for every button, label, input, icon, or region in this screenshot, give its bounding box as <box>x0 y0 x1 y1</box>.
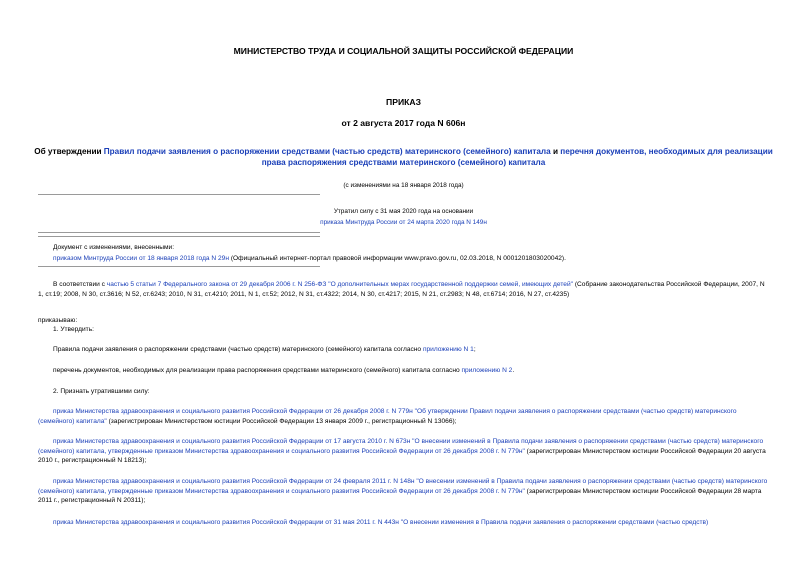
divider <box>38 236 320 237</box>
ministry-heading: МИНИСТЕРСТВО ТРУДА И СОЦИАЛЬНОЙ ЗАЩИТЫ РОССИЙСКОЙ ФЕДЕРАЦИИ <box>233 46 574 56</box>
repealed-order-3-rest: (зарегистрирован Министерством юстиции Российской Федерации 28 марта 2011 г., регистрационный N 20311); <box>38 487 762 505</box>
item-1-rules-text: Правила подачи заявления о распоряжении средствами (частью средств) материнского (семейного) капитала согласно <box>53 346 423 353</box>
repealed-order-4 <box>38 518 769 528</box>
preamble-paragraph <box>38 280 765 299</box>
title-mid: и <box>550 147 561 156</box>
item-1-rules-end: ; <box>473 346 476 353</box>
expired-link[interactable]: приказа Минтруда России от 24 марта 2020 года N 149н <box>320 219 487 226</box>
amended-rest: (Официальный интернет-портал правовой информации www.pravo.gov.ru, 02.03.2018, N 0001201803020042). <box>229 255 566 262</box>
preamble-start: В соответствии с <box>53 281 107 288</box>
repealed-order-1-link[interactable]: приказ Министерства здравоохранения и социального развития Российской Федерации от 26 декабря 2008 г. N 779н "Об утверждении Правил подачи заявления о распоряжении средствами (частью средств) материнского (семейного) капитала" <box>38 408 737 425</box>
repealed-order-3-link[interactable]: приказ Министерства здравоохранения и социального развития Российской Федерации от 24 февраля 2011 г. N 148н "О внесении изменений в Правила подачи заявления о распоряжении средствами (частью средств) материнского (семейного) капитала, утвержденные приказом Министерства здравоохранения и социального развития Российской Федерации от 26 декабря 2008 г. N 779н" <box>38 478 768 495</box>
order-heading: ПРИКАЗ <box>386 97 421 107</box>
preamble-rest: (Собрание законодательства Российской Федерации, 2007, N 1, ст.19; 2008, N 30, ст.3616; N 52, ст.6243; 2010, N 31, ст.4210; 2011, N 1, ст.52; 2012, N 31, ст.4322; 2014, N 30, ст.4217; 2015, N 21, ст.2983; N 48, ст.6714; 2016, N 27, ст.4235) <box>38 281 765 298</box>
preamble-law-link[interactable]: частью 5 статьи 7 Федерального закона от 29 декабря 2006 г. N 256-ФЗ "О дополнительных мерах государственной поддержки семей, имеющих детей" <box>106 281 573 288</box>
expired-note: Утратил силу с 31 мая 2020 года на основании <box>333 208 474 215</box>
repealed-order-2-link[interactable]: приказ Министерства здравоохранения и социального развития Российской Федерации от 17 августа 2010 г. N 673н "О внесении изменений в Правила подачи заявления о распоряжении средствами (частью средств) материнского (семейного) капитала, утвержденные приказом Министерства здравоохранения и социального развития Российской Федерации от 26 декабря 2008 г. N 779н" <box>38 438 764 455</box>
divider <box>38 266 320 267</box>
amended-link[interactable]: приказом Минтруда России от 18 января 2018 года N 29н <box>53 255 229 262</box>
repealed-order-2 <box>38 437 769 466</box>
repealed-order-2-rest: (зарегистрирован Министерством юстиции Российской Федерации 20 августа 2010 г., регистрационный N 18213); <box>38 447 766 465</box>
changes-note: (с изменениями на 18 января 2018 года) <box>343 182 464 189</box>
appendix-2-link[interactable]: приложению N 2 <box>461 367 513 374</box>
order-date: от 2 августа 2017 года N 606н <box>341 118 466 128</box>
item-1-documents-text: перечень документов, необходимых для реализации права распоряжения средствами материнского (семейного) капитала согласно <box>53 367 462 374</box>
divider <box>38 194 320 195</box>
item-1-documents-end: . <box>512 367 515 374</box>
amended-label: Документ с изменениями, внесенными: <box>53 244 175 251</box>
expired-link-line <box>0 218 807 227</box>
order-word: приказываю: <box>38 317 78 324</box>
item-1: 1. Утвердить: <box>53 326 94 333</box>
item-1-documents <box>53 366 765 376</box>
title-prefix: Об утверждении <box>34 147 104 156</box>
repealed-order-1-rest: (зарегистрирован Министерством юстиции Российской Федерации 13 января 2009 г., регистрационный N 13066); <box>106 417 457 425</box>
title-link-rules[interactable]: Правил подачи заявления о распоряжении средствами (частью средств) материнского (семейного) капитала <box>103 147 551 156</box>
document-title <box>30 146 777 168</box>
repealed-order-4-link[interactable]: приказ Министерства здравоохранения и социального развития Российской Федерации от 31 мая 2011 г. N 443н "О внесении изменения в Правила подачи заявления о распоряжении средствами (частью средств) <box>53 519 709 526</box>
amended-line <box>53 254 765 264</box>
item-1-rules <box>53 345 765 355</box>
repealed-order-3 <box>38 477 769 506</box>
appendix-1-link[interactable]: приложению N 1 <box>422 346 474 353</box>
repealed-order-1 <box>38 407 769 426</box>
divider <box>38 232 320 233</box>
title-link-documents-list[interactable]: перечня документов, необходимых для реализации права распоряжения средствами материнского (семейного) капитала <box>261 147 773 168</box>
item-2: 2. Признать утратившими силу: <box>53 388 150 395</box>
